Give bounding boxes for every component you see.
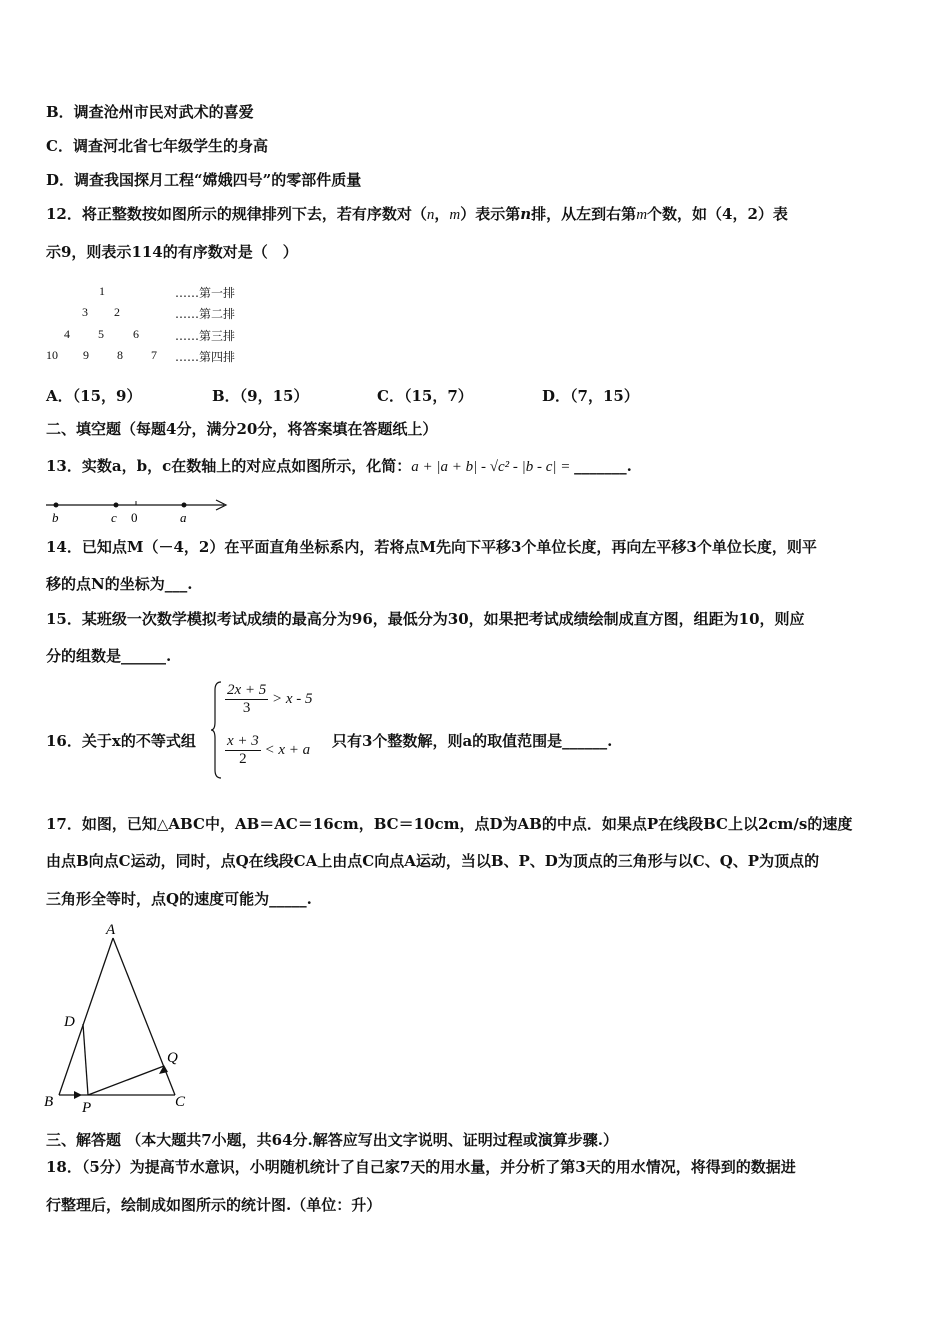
inequality-2: $\frac{x + 3}{2}$ < x + a xyxy=(227,733,311,767)
q18-line1: 18．（5分）为提高节水意识，小明随机统计了自己家7天的用水量，并分析了第3天的用水情况，将得到的数据进 xyxy=(46,1158,796,1176)
row-label: ……第四排 xyxy=(175,350,236,364)
section2-heading: 二、填空题（每题4分，满分20分，将答案填在答题纸上） xyxy=(46,420,438,438)
option-b: B．调查沧州市民对武术的喜爱 xyxy=(46,103,254,121)
label-A: A xyxy=(106,922,116,938)
tri-num: 9 xyxy=(83,348,89,362)
option-d: D．调查我国探月工程“嫦娥四号”的零部件质量 xyxy=(46,171,362,189)
q17-line3: 三角形全等时，点Q的速度可能为_____. xyxy=(46,890,312,908)
q17-line1: 17．如图，已知△ABC中，AB＝AC＝16cm，BC＝10cm，点D为AB的中点．如果点P在线段BC上以2cm/s的速度 xyxy=(46,815,853,833)
row-label: ……第三排 xyxy=(175,329,236,343)
segment-dp xyxy=(83,1024,88,1095)
row-label: ……第二排 xyxy=(175,307,236,321)
label-c: c xyxy=(111,510,117,525)
tri-num: 1 xyxy=(99,284,105,298)
q18-line2: 行整理后，绘制成如图所示的统计图.（单位：升） xyxy=(46,1196,382,1214)
system-brace xyxy=(211,680,223,780)
q15-line1: 15．某班级一次数学模拟考试成绩的最高分为96，最低分为30，如果把考试成绩绘制成直方图，组距为10，则应 xyxy=(46,610,805,628)
tri-num: 8 xyxy=(117,348,123,362)
tri-num: 4 xyxy=(64,327,70,341)
q12-option-d: D．（7，15） xyxy=(542,387,639,405)
row-label: ……第一排 xyxy=(175,286,236,300)
point-c xyxy=(114,503,119,508)
label-b: b xyxy=(52,510,59,525)
point-a xyxy=(182,503,187,508)
q16-suffix: 只有3个整数解，则a的取值范围是______. xyxy=(332,732,613,750)
tri-num: 2 xyxy=(114,305,120,319)
label-zero: 0 xyxy=(131,510,138,525)
segment-pq xyxy=(88,1066,164,1095)
label-P: P xyxy=(82,1100,92,1116)
q12-option-a: A．（15，9） xyxy=(46,387,142,405)
q12-option-c: C．（15，7） xyxy=(377,387,473,405)
q12-option-b: B．（9，15） xyxy=(212,387,309,405)
option-c: C．调查河北省七年级学生的身高 xyxy=(46,137,268,155)
tri-num: 10 xyxy=(46,348,58,362)
label-B: B xyxy=(44,1094,54,1110)
q13-line: 13．实数a，b，c在数轴上的对应点如图所示，化简：a + |a + b| - √c² - |b - c| = _______. xyxy=(46,457,632,475)
section3-heading: 三、解答题 （本大题共7小题，共64分.解答应写出文字说明、证明过程或演算步骤.） xyxy=(46,1131,618,1149)
tri-num: 5 xyxy=(98,327,104,341)
label-D: D xyxy=(64,1014,75,1030)
triangle-figure xyxy=(40,918,200,1118)
q17-line2: 由点B向点C运动，同时，点Q在线段CA上由点C向点A运动，当以B、P、D为顶点的三角形与以C、Q、P为顶点的 xyxy=(46,852,820,870)
label-a: a xyxy=(180,510,187,525)
q16-prefix: 16．关于x的不等式组 xyxy=(46,732,196,750)
q12-line1: 12．将正整数按如图所示的规律排列下去，若有序数对（n，m）表示第n排，从左到右第m个数，如（4，2）表 xyxy=(46,205,788,223)
tri-num: 7 xyxy=(151,348,157,362)
q12-line2: 示9，则表示114的有序数对是（ ） xyxy=(46,243,298,261)
q15-line2: 分的组数是______. xyxy=(46,647,172,665)
number-line xyxy=(40,494,240,526)
q14-line2: 移的点N的坐标为___. xyxy=(46,575,193,593)
q14-line1: 14．已知点M（－4，2）在平面直角坐标系内，若将点M先向下平移3个单位长度，再向左平移3个单位长度，则平 xyxy=(46,538,817,556)
inequality-1: $\frac{2x + 5}{3}$ > x - 5 xyxy=(227,682,313,716)
tri-num: 3 xyxy=(82,305,88,319)
tri-num: 6 xyxy=(133,327,139,341)
label-C: C xyxy=(175,1094,186,1110)
label-Q: Q xyxy=(167,1050,178,1066)
arrow-p xyxy=(74,1091,82,1099)
point-b xyxy=(54,503,59,508)
